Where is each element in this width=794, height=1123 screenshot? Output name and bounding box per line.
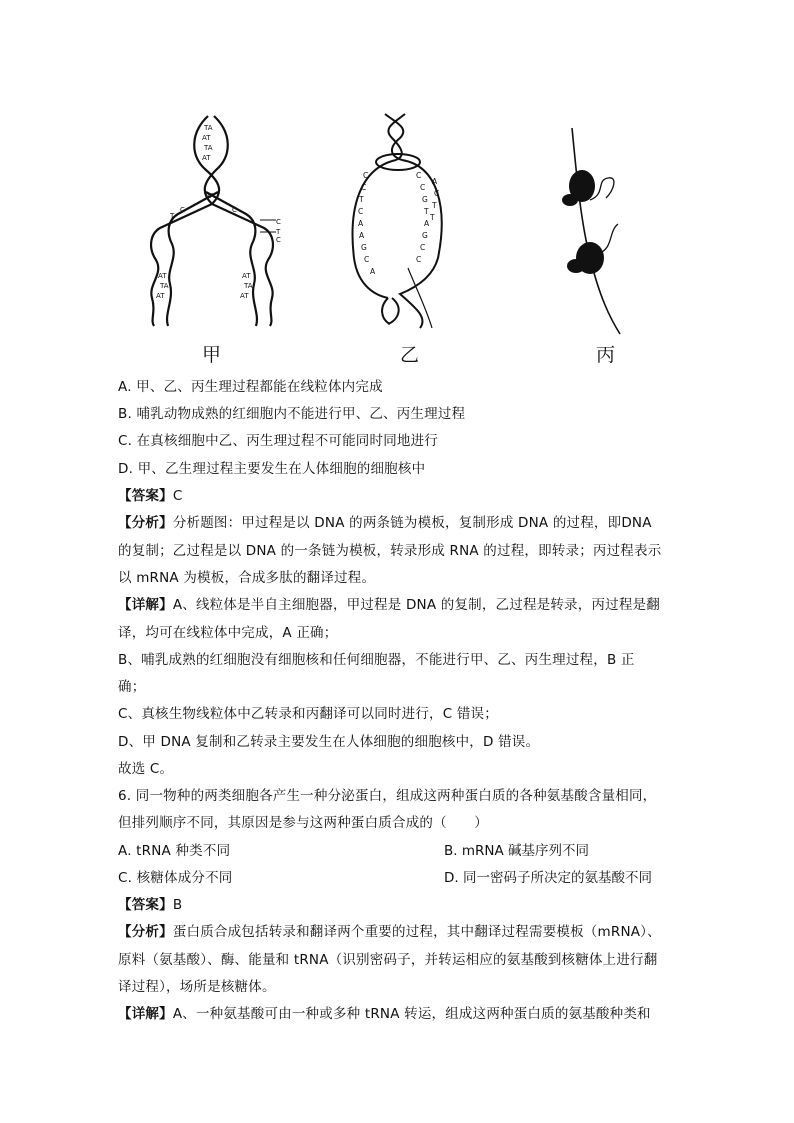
figure-label-bing: 丙 (596, 344, 616, 366)
q6-option-a: A. tRNA 种类不同 (118, 843, 231, 859)
svg-text:C: C (232, 206, 237, 214)
svg-text:C: C (276, 218, 281, 226)
svg-text:AT: AT (242, 272, 251, 280)
svg-text:C: C (420, 243, 426, 252)
q5-answer-line (118, 487, 182, 505)
q5-detail-line-1 (118, 596, 660, 614)
svg-text:A: A (358, 219, 364, 228)
svg-text:T: T (276, 228, 281, 236)
svg-text:T: T (430, 213, 435, 222)
svg-text:T: T (170, 212, 175, 220)
svg-text:G: G (422, 231, 428, 240)
svg-text:TA: TA (160, 282, 169, 290)
q5-detail-line-6: D、甲 DNA 复制和乙转录主要发生在人体细胞的细胞核中，D 错误。 (118, 734, 540, 750)
q6-analysis-line-3: 译过程），场所是核糖体。 (118, 979, 276, 995)
svg-text:C: C (416, 255, 422, 264)
detail-text: A、线粒体是半自主细胞器，甲过程是 DNA 的复制，乙过程是转录，丙过程是翻 (172, 597, 660, 613)
svg-text:C: C (361, 183, 367, 192)
svg-text:C: C (420, 183, 426, 192)
q5-detail-line-4: 确； (118, 679, 146, 695)
q6-analysis-line-1 (118, 923, 661, 941)
detail-text: A、一种氨基酸可由一种或多种 tRNA 转运，组成这两种蛋白质的氨基酸种类和 (172, 1006, 651, 1022)
q6-option-d: D. 同一密码子所决定的氨基酸不同 (444, 870, 652, 886)
figure-dna-processes (120, 108, 680, 368)
svg-text:C: C (364, 255, 370, 264)
q5-analysis-line-1 (118, 514, 652, 532)
q5-option-c: C. 在真核细胞中乙、丙生理过程不可能同时同地进行 (118, 433, 439, 449)
q6-option-c: C. 核糖体成分不同 (118, 870, 233, 886)
q5-option-a: A. 甲、乙、丙生理过程都能在线粒体内完成 (118, 379, 383, 395)
svg-text:T: T (424, 207, 429, 216)
detail-tag: 【详解】 (118, 1006, 173, 1022)
analysis-text: 蛋白质合成包括转录和翻译两个重要的过程，其中翻译过程需要模板（mRNA）、 (172, 924, 661, 940)
svg-text:A: A (359, 231, 365, 240)
svg-text:A: A (370, 267, 376, 276)
q6-answer-line (118, 896, 182, 914)
answer-tag: 【答案】 (118, 488, 173, 504)
svg-text:C: C (276, 236, 281, 244)
svg-text:T: T (432, 201, 437, 210)
svg-text:A: A (424, 219, 430, 228)
q6-analysis-line-2: 原料（氨基酸）、酶、能量和 tRNA（识别密码子，并转运相应的氨基酸到核糖体上进行翻 (118, 952, 658, 968)
svg-text:AT: AT (240, 292, 249, 300)
q5-detail-line-2: 译，均可在线粒体中完成，A 正确； (118, 625, 338, 641)
svg-text:AT: AT (158, 272, 167, 280)
figure-label-jia: 甲 (202, 344, 222, 366)
q6-option-b: B. mRNA 碱基序列不同 (444, 843, 589, 859)
q5-option-b: B. 哺乳动物成熟的红细胞内不能进行甲、乙、丙生理过程 (118, 406, 466, 422)
answer-tag: 【答案】 (118, 897, 173, 913)
q5-detail-line-3: B、哺乳成熟的红细胞没有细胞核和任何细胞器，不能进行甲、乙、丙生理过程，B 正 (118, 652, 635, 668)
svg-text:G: G (361, 243, 367, 252)
svg-text:C: C (358, 207, 364, 216)
q6-stem-line-1: 6. 同一物种的两类细胞各产生一种分泌蛋白，组成这两种蛋白质的各种氨基酸含量相同， (118, 788, 657, 804)
q5-detail-line-5: C、真核生物线粒体中乙转录和丙翻译可以同时进行，C 错误； (118, 706, 498, 722)
svg-text:A: A (432, 177, 438, 186)
svg-text:AT: AT (202, 154, 211, 162)
svg-text:TA: TA (204, 144, 213, 152)
svg-text:TA: TA (204, 124, 213, 132)
q6-detail-line-1 (118, 1005, 651, 1023)
translation-diagram (562, 128, 620, 334)
figure-label-yi: 乙 (400, 344, 420, 366)
svg-text:TA: TA (206, 192, 215, 200)
svg-text:C: C (363, 171, 369, 180)
q6-stem-line-2: 但排列顺序不同，其原因是参与这两种蛋白质合成的（ ） (118, 815, 488, 831)
svg-text:C: C (434, 189, 440, 198)
svg-text:TA: TA (244, 282, 253, 290)
svg-text:C: C (416, 171, 422, 180)
svg-text:T: T (359, 195, 364, 204)
svg-text:G: G (422, 195, 428, 204)
svg-text:C: C (180, 206, 185, 214)
q5-analysis-line-3: 以 mRNA 为模板，合成多肽的翻译过程。 (118, 570, 376, 586)
answer-value: B (172, 897, 183, 913)
q5-analysis-line-2: 的复制；乙过程是以 DNA 的一条链为模板，转录形成 RNA 的过程，即转录；丙过程表示 (118, 543, 662, 559)
detail-tag: 【详解】 (118, 597, 173, 613)
svg-text:AT: AT (202, 134, 211, 142)
analysis-text: 分析题图：甲过程是以 DNA 的两条链为模板，复制形成 DNA 的过程，即DNA (172, 515, 652, 531)
analysis-tag: 【分析】 (118, 924, 173, 940)
analysis-tag: 【分析】 (118, 515, 173, 531)
q5-option-d: D. 甲、乙生理过程主要发生在人体细胞的细胞核中 (118, 461, 426, 477)
figure-drawing (120, 108, 680, 338)
svg-text:AT: AT (156, 292, 165, 300)
q5-detail-line-7: 故选 C。 (118, 761, 174, 777)
answer-value: C (172, 488, 183, 504)
